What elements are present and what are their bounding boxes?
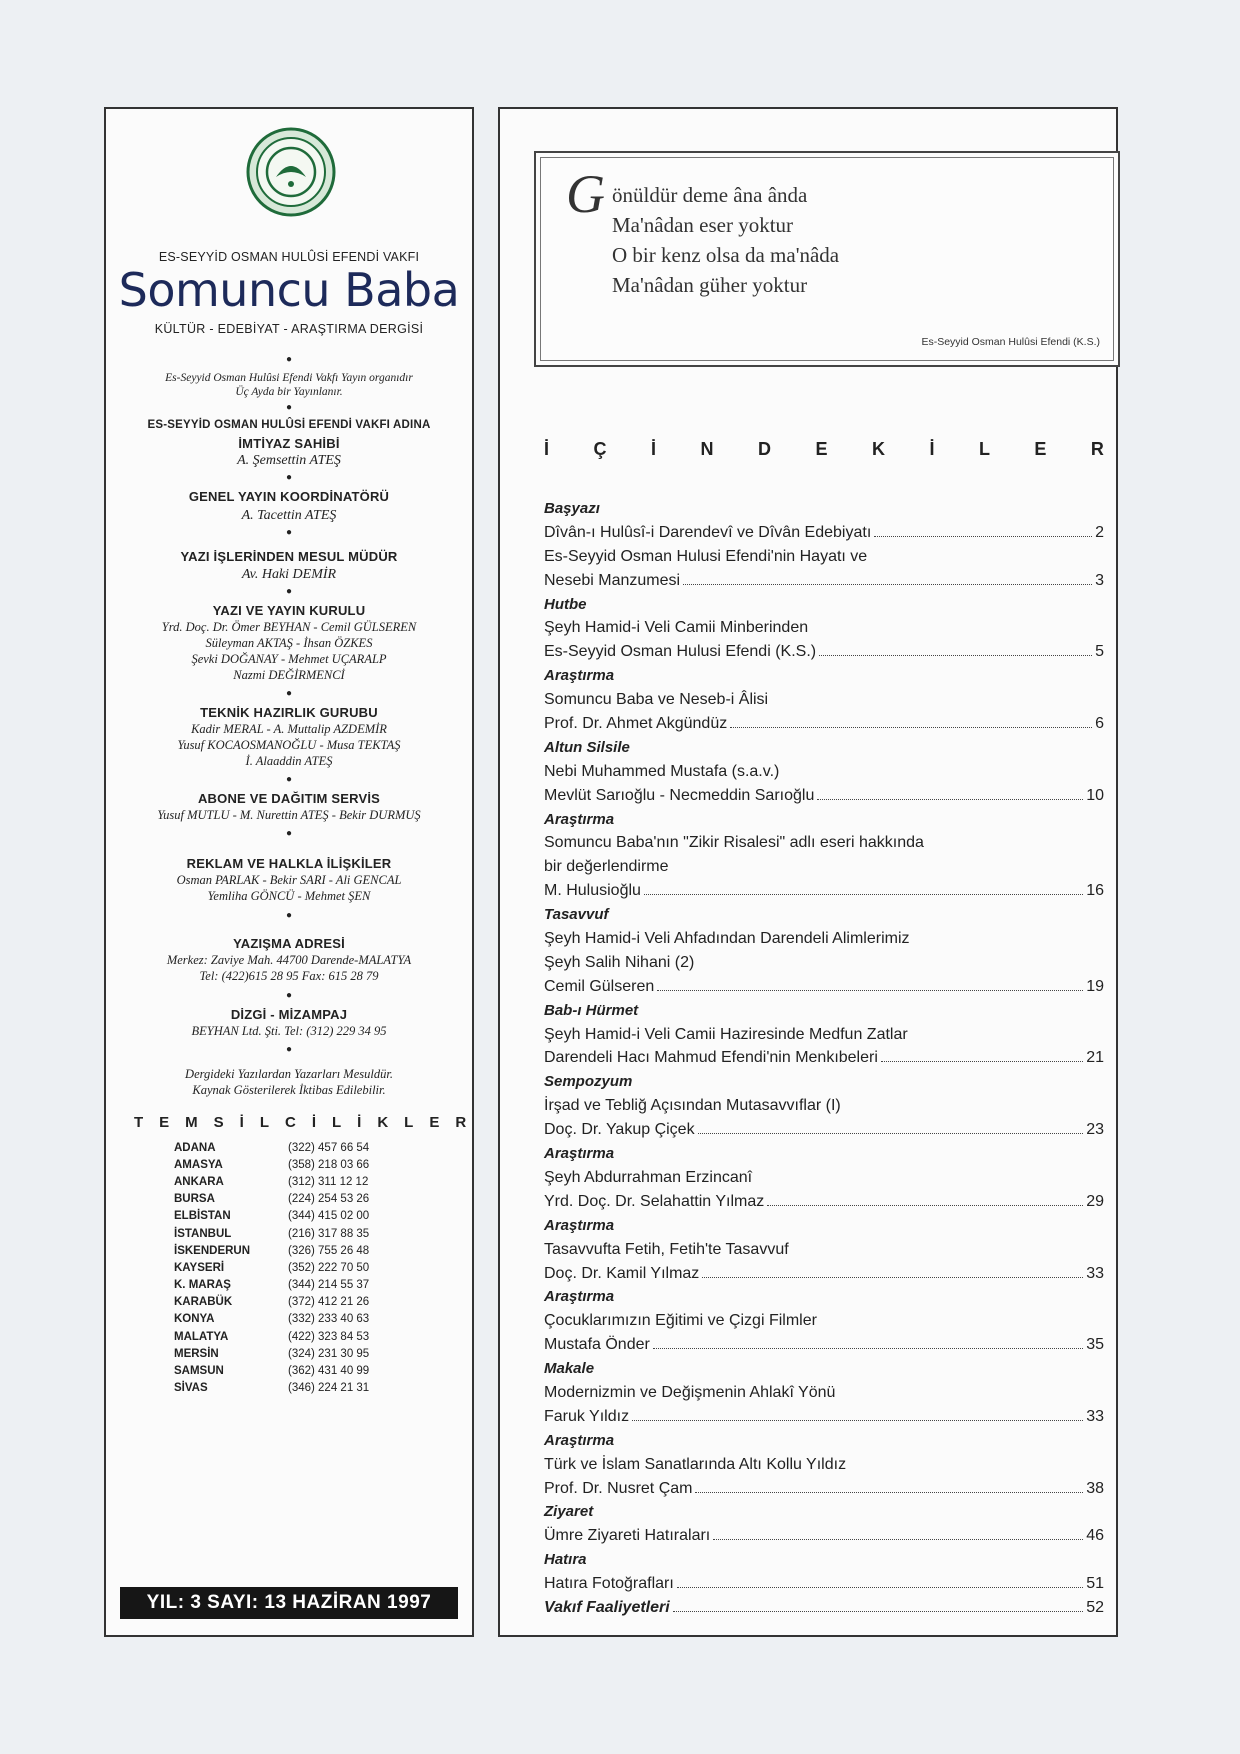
representative-city: ELBİSTAN: [174, 1210, 231, 1223]
toc-title-line: Tasavvufta Fetih, Fetih'te Tasavvuf: [544, 1240, 789, 1258]
toc-leader-dots: [653, 1348, 1083, 1349]
representative-city: MALATYA: [174, 1330, 229, 1343]
toc-title-line: Es-Seyyid Osman Hulusi Efendi'nin Hayatı ve: [544, 547, 868, 565]
toc-entry-text: Darendeli Hacı Mahmud Efendi'nin Menkıbeleri: [544, 1049, 878, 1067]
toc-category: Makale: [544, 1360, 595, 1378]
ads-line: Osman PARLAK - Bekir SARI - Ali GENCAL: [176, 873, 402, 887]
toc-category: Bab-ı Hürmet: [544, 1001, 639, 1019]
representative-phone: (352) 222 70 50: [288, 1261, 370, 1274]
foundation-name: ES-SEYYİD OSMAN HULÛSİ EFENDİ VAKFI: [158, 250, 420, 264]
toc-title-line: Şeyh Abdurrahman Erzincanî: [544, 1168, 753, 1186]
typesetting-line: BEYHAN Ltd. Şti. Tel: (312) 229 34 95: [191, 1024, 387, 1038]
separator-dot: ●: [285, 586, 293, 597]
contents-heading-letter: K: [871, 439, 885, 459]
representative-city: KAYSERİ: [174, 1261, 225, 1274]
on-behalf-heading: ES-SEYYİD OSMAN HULÛSİ EFENDİ VAKFI ADINA: [147, 419, 431, 431]
toc-category: Başyazı: [544, 500, 600, 517]
quote-line: O bir kenz olsa da ma'nâda: [612, 243, 840, 267]
contents-heading-letter: R: [1090, 439, 1104, 459]
toc-leader-dots: [632, 1420, 1083, 1421]
contents-heading-letter: Ç: [593, 439, 607, 459]
toc-entry-text: Vakıf Faaliyetleri: [544, 1598, 670, 1616]
copyright-line: Kaynak Gösterilerek İktibas Edilebilir.: [192, 1083, 386, 1097]
toc-entry: [544, 975, 1104, 999]
toc-entry-text: Mevlüt Sarıoğlu - Necmeddin Sarıoğlu: [544, 786, 815, 804]
toc-entry-text: Es-Seyyid Osman Hulusi Efendi (K.S.): [544, 643, 817, 661]
subscription-heading: ABONE VE DAĞITIM SERVİS: [197, 791, 381, 806]
separator-dot: ●: [285, 910, 293, 921]
toc-title-line: Şeyh Salih Nihani (2): [544, 953, 695, 971]
separator-dot: ●: [285, 1044, 293, 1055]
toc-leader-dots: [730, 727, 1092, 728]
representative-city: İSTANBUL: [174, 1227, 232, 1240]
representative-row: [174, 1225, 434, 1242]
contents-heading: [544, 439, 1104, 460]
toc-entry-text: Yrd. Doç. Dr. Selahattin Yılmaz: [544, 1192, 765, 1210]
board-line: Yrd. Doç. Dr. Ömer BEYHAN - Cemil GÜLSEREN: [161, 620, 417, 634]
representative-row: [174, 1156, 434, 1173]
representative-phone: (346) 224 21 31: [288, 1382, 370, 1395]
contents-heading-letter: L: [978, 439, 990, 459]
representative-row: [174, 1242, 434, 1259]
contents-heading-letter: N: [700, 439, 714, 459]
board-line: Nazmi DEĞİRMENCİ: [233, 668, 345, 682]
toc-category: Sempozyum: [544, 1073, 633, 1091]
toc-category: Tasavvuf: [544, 906, 609, 924]
contents-column: [498, 107, 1118, 1637]
toc-leader-dots: [767, 1205, 1083, 1206]
toc-entry: [544, 1333, 1104, 1357]
toc-entry-text: Dîvân-ı Hulûsî-i Darendevî ve Dîvân Edebiyatı: [544, 523, 872, 541]
toc-entry: [544, 640, 1104, 664]
representative-row: [174, 1208, 434, 1225]
toc-entry: [544, 784, 1104, 808]
toc-leader-dots: [817, 799, 1083, 800]
toc-category: Araştırma: [544, 1431, 615, 1449]
owner-heading: İMTİYAZ SAHİBİ: [238, 436, 340, 451]
toc-entry-text: Prof. Dr. Ahmet Akgündüz: [544, 715, 728, 733]
ads-heading: REKLAM VE HALKLA İLİŞKİLER: [186, 856, 392, 871]
toc-category: Araştırma: [544, 667, 615, 685]
toc-leader-dots: [657, 990, 1083, 991]
toc-leader-dots: [695, 1492, 1083, 1493]
editor-name: Av. Haki DEMİR: [241, 567, 337, 582]
toc-title-line: Şeyh Hamid-i Veli Ahfadından Darendeli Alimlerimiz: [544, 930, 910, 948]
representative-row: [174, 1173, 434, 1190]
toc-entry: [544, 1596, 1104, 1620]
separator-dot: ●: [285, 774, 293, 785]
toc-title-line: Somuncu Baba ve Neseb-i Âlisi: [544, 691, 769, 709]
toc-page-number: 3: [1095, 571, 1104, 589]
tech-line: Kadir MERAL - A. Muttalip AZDEMİR: [191, 722, 387, 736]
address-heading: YAZIŞMA ADRESİ: [233, 936, 345, 951]
representative-row: [174, 1311, 434, 1328]
copyright-line: Dergideki Yazılardan Yazarları Mesuldür.: [185, 1067, 393, 1081]
toc-category: Altun Silsile: [544, 738, 630, 756]
toc-page-number: 16: [1086, 882, 1104, 900]
representative-row: [174, 1328, 434, 1345]
representatives-title: TEMSİLCİLİKLER: [134, 1114, 483, 1131]
representative-phone: (312) 311 12 12: [288, 1175, 369, 1188]
issue-info: YIL: 3 SAYI: 13 HAZİRAN 1997: [120, 1587, 458, 1619]
toc-entry: [544, 1572, 1104, 1596]
contents-heading-letter: İ: [929, 439, 935, 459]
representative-phone: (326) 755 26 48: [288, 1244, 370, 1257]
toc-page-number: 52: [1086, 1598, 1104, 1616]
coordinator-name: A. Tacettin ATEŞ: [241, 508, 337, 523]
toc-page-number: 51: [1086, 1575, 1104, 1593]
representative-phone: (224) 254 53 26: [288, 1193, 370, 1206]
separator-dot: ●: [285, 527, 293, 538]
toc-leader-dots: [702, 1277, 1083, 1278]
toc-title-line: Nebi Muhammed Mustafa (s.a.v.): [544, 762, 780, 780]
toc-page-number: 33: [1086, 1407, 1104, 1425]
representative-phone: (344) 214 55 37: [288, 1279, 370, 1292]
toc-entry: [544, 1262, 1104, 1286]
toc-entry: [544, 1118, 1104, 1142]
representative-phone: (358) 218 03 66: [288, 1158, 370, 1171]
representative-row: [174, 1191, 434, 1208]
toc-entry: [544, 1524, 1104, 1548]
representative-row: [174, 1277, 434, 1294]
representative-phone: (216) 317 88 35: [288, 1227, 370, 1240]
publication-frequency: Üç Ayda bir Yayınlanır.: [235, 386, 343, 398]
toc-category: Ziyaret: [544, 1503, 594, 1521]
contents-heading-letter: İ: [650, 439, 656, 459]
toc-entry: [544, 569, 1104, 593]
owner-name: A. Şemsettin ATEŞ: [237, 453, 341, 468]
tech-heading: TEKNİK HAZIRLIK GURUBU: [200, 705, 378, 720]
toc-title-line: İrşad ve Tebliğ Açısından Mutasavvıflar (I): [544, 1097, 841, 1115]
toc-page-number: 19: [1086, 977, 1104, 995]
contents-heading-letter: İ: [544, 439, 550, 459]
tech-line: İ. Alaaddin ATEŞ: [245, 754, 333, 768]
toc-entry-text: Nesebi Manzumesi: [544, 571, 681, 589]
toc-page-number: 38: [1086, 1479, 1104, 1497]
quote-box: [534, 151, 1120, 367]
toc-title-line: Türk ve İslam Sanatlarında Altı Kollu Yıldız: [544, 1455, 847, 1473]
representative-city: ADANA: [174, 1141, 216, 1154]
representative-city: K. MARAŞ: [174, 1279, 231, 1292]
representative-city: ANKARA: [174, 1175, 224, 1188]
representative-phone: (332) 233 40 63: [288, 1313, 370, 1326]
toc-entry-text: M. Hulusioğlu: [544, 882, 641, 900]
separator-dot: ●: [285, 990, 293, 1001]
magazine-title: Somuncu Baba: [118, 263, 460, 317]
representative-row: [174, 1345, 434, 1362]
representative-row: [174, 1380, 434, 1397]
representative-city: BURSA: [174, 1193, 215, 1206]
toc-leader-dots: [881, 1061, 1083, 1062]
separator-dot: ●: [285, 354, 293, 365]
toc-entry: [544, 1046, 1104, 1070]
toc-entry-text: Cemil Gülseren: [544, 977, 655, 995]
representative-city: MERSİN: [174, 1347, 219, 1360]
toc-entry-text: Ümre Ziyareti Hatıraları: [544, 1527, 711, 1545]
representative-row: [174, 1139, 434, 1156]
separator-dot: ●: [285, 688, 293, 699]
contents-heading-letter: E: [1034, 439, 1047, 459]
toc-entry: [544, 1405, 1104, 1429]
representative-city: KARABÜK: [174, 1296, 233, 1309]
representative-city: SAMSUN: [174, 1365, 224, 1378]
quote-line: Ma'nâdan güher yoktur: [612, 273, 808, 297]
toc-category: Araştırma: [544, 1145, 615, 1163]
toc-category: Araştırma: [544, 1216, 615, 1234]
separator-dot: ●: [285, 472, 293, 483]
publication-note: Es-Seyyid Osman Hulûsi Efendi Vakfı Yayın organıdır: [165, 372, 413, 384]
toc-page-number: 2: [1095, 523, 1104, 541]
toc-category: Araştırma: [544, 810, 615, 828]
subscription-line: Yusuf MUTLU - M. Nurettin ATEŞ - Bekir DURMUŞ: [157, 808, 421, 822]
board-heading: YAZI VE YAYIN KURULU: [212, 603, 366, 618]
coordinator-heading: GENEL YAYIN KOORDİNATÖRÜ: [188, 489, 390, 504]
toc-leader-dots: [874, 536, 1092, 537]
representative-row: [174, 1362, 434, 1379]
toc-category: Hutbe: [544, 595, 587, 613]
toc-page-number: 35: [1086, 1336, 1104, 1354]
toc-leader-dots: [644, 894, 1083, 895]
toc-page-number: 23: [1086, 1121, 1104, 1139]
table-of-contents: [544, 497, 1104, 1620]
representative-city: İSKENDERUN: [174, 1244, 251, 1257]
representative-phone: (344) 415 02 00: [288, 1210, 370, 1223]
foundation-seal-logo: [246, 127, 336, 217]
quote-line: önüldür deme âna ânda: [612, 183, 808, 207]
toc-entry-text: Doç. Dr. Kamil Yılmaz: [544, 1264, 700, 1282]
representative-row: [174, 1294, 434, 1311]
quote-author: Es-Seyyid Osman Hulûsi Efendi (K.S.): [921, 336, 1100, 348]
editor-heading: YAZI İŞLERİNDEN MESUL MÜDÜR: [180, 549, 398, 564]
toc-page-number: 29: [1086, 1192, 1104, 1210]
contents-heading-letter: E: [815, 439, 828, 459]
toc-title-line: Somuncu Baba'nın "Zikir Risalesi" adlı eseri hakkında: [544, 834, 924, 852]
contents-heading-letter: D: [757, 439, 771, 459]
toc-leader-dots: [698, 1133, 1084, 1134]
representative-phone: (362) 431 40 99: [288, 1365, 370, 1378]
representative-row: [174, 1259, 434, 1276]
quote-initial: G: [566, 164, 605, 224]
separator-dot: ●: [285, 828, 293, 839]
typesetting-heading: DİZGİ - MİZAMPAJ: [230, 1007, 348, 1022]
board-line: Süleyman AKTAŞ - İhsan ÖZKES: [205, 636, 373, 650]
representative-phone: (372) 412 21 26: [288, 1296, 370, 1309]
masthead-column: [104, 107, 483, 1637]
toc-leader-dots: [677, 1587, 1083, 1588]
toc-page-number: 6: [1095, 715, 1104, 733]
toc-entry: [544, 1190, 1104, 1214]
toc-title-line: Şeyh Hamid-i Veli Camii Minberinden: [544, 619, 809, 637]
representative-phone: (324) 231 30 95: [288, 1347, 370, 1360]
toc-entry-text: Hatıra Fotoğrafları: [544, 1575, 674, 1593]
quote-line: Ma'nâdan eser yoktur: [612, 213, 794, 237]
magazine-subtitle: KÜLTÜR - EDEBİYAT - ARAŞTIRMA DERGİSİ: [154, 322, 424, 336]
representative-city: AMASYA: [174, 1158, 223, 1171]
toc-title-line: Çocuklarımızın Eğitimi ve Çizgi Filmler: [544, 1312, 817, 1330]
address-line: Tel: (422)615 28 95 Fax: 615 28 79: [199, 969, 379, 983]
toc-entry: [544, 521, 1104, 545]
toc-category: Araştırma: [544, 1288, 615, 1306]
toc-leader-dots: [673, 1611, 1084, 1612]
toc-entry: [544, 1477, 1104, 1501]
toc-entry-text: Mustafa Önder: [544, 1336, 650, 1354]
toc-leader-dots: [713, 1539, 1083, 1540]
toc-leader-dots: [683, 584, 1092, 585]
toc-entry-text: Faruk Yıldız: [544, 1407, 630, 1425]
representative-phone: (322) 457 66 54: [288, 1141, 370, 1154]
board-line: Şevki DOĞANAY - Mehmet UÇARALP: [191, 652, 387, 666]
ads-line: Yemliha GÖNCÜ - Mehmet ŞEN: [207, 889, 371, 903]
toc-page-number: 21: [1086, 1049, 1104, 1067]
toc-page-number: 5: [1095, 643, 1104, 661]
toc-entry-text: Prof. Dr. Nusret Çam: [544, 1479, 693, 1497]
address-line: Merkez: Zaviye Mah. 44700 Darende-MALATYA: [166, 953, 412, 967]
representatives-list: [174, 1139, 434, 1397]
toc-entry-text: Doç. Dr. Yakup Çiçek: [544, 1121, 695, 1139]
tech-line: Yusuf KOCAOSMANOĞLU - Musa TEKTAŞ: [177, 738, 401, 752]
toc-title-line: Modernizmin ve Değişmenin Ahlakî Yönü: [544, 1383, 836, 1401]
representative-city: KONYA: [174, 1313, 215, 1326]
toc-entry: [544, 879, 1104, 903]
toc-title-line: Şeyh Hamid-i Veli Camii Haziresinde Medfun Zatlar: [544, 1025, 908, 1043]
toc-leader-dots: [819, 655, 1092, 656]
toc-entry: [544, 712, 1104, 736]
toc-page-number: 10: [1086, 786, 1104, 804]
toc-page-number: 33: [1086, 1264, 1104, 1282]
separator-dot: ●: [285, 402, 293, 413]
representative-phone: (422) 323 84 53: [288, 1330, 370, 1343]
toc-category: Hatıra: [544, 1551, 587, 1569]
toc-title-line: bir değerlendirme: [544, 858, 669, 876]
toc-page-number: 46: [1086, 1527, 1104, 1545]
representative-city: SİVAS: [174, 1382, 208, 1395]
